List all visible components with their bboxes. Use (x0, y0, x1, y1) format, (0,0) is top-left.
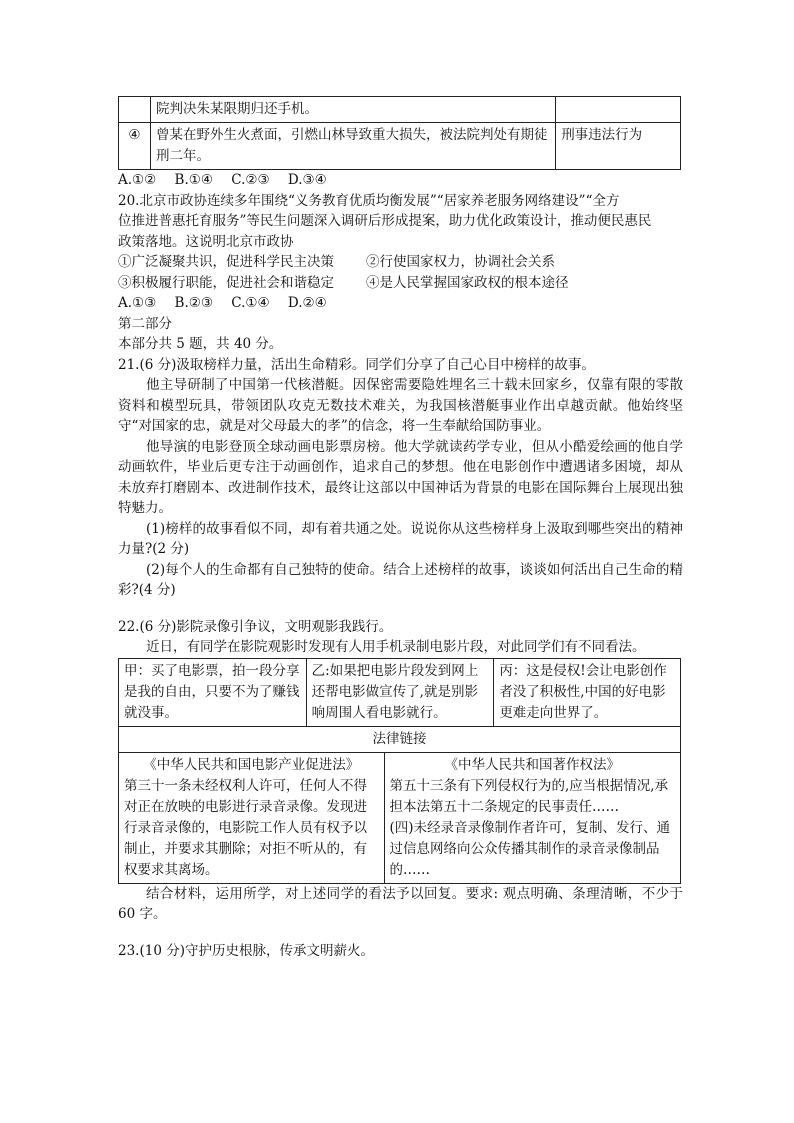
option-d: D.③④ (287, 172, 327, 188)
option-a: A.①② (118, 172, 157, 188)
table-row (119, 123, 681, 170)
law-table (118, 726, 681, 884)
q20-statements (118, 252, 683, 293)
law-header: 法律链接 (119, 726, 681, 752)
question-20 (118, 191, 683, 314)
law-right-title: 《中华人民共和国著作权法》 (444, 756, 620, 773)
opinion-yi: 乙:如果把电影片段发到网上还帮电影做宣传了,就是别影响周围人看电影就行。 (306, 658, 494, 726)
table-row (119, 97, 681, 123)
law-right-cell (384, 752, 680, 883)
question-21 (118, 355, 683, 601)
option-b: B.②③ (174, 295, 213, 311)
case-number (119, 97, 151, 123)
law-right-text-1: 第五十三条有下列侵权行为的,应当根据情况,承担本法第五十二条规定的民事责任…… (389, 777, 669, 815)
option-a: A.①③ (118, 295, 157, 311)
option-d: D.②④ (287, 295, 327, 311)
q21-paragraph-2: 他导演的电影登顶全球动画电影票房榜。他大学就读药学专业，但从小酷爱绘画的他自学动画软件，毕业后更专注于动画创作，追求自己的梦想。他在电影创作中遭遇诸多困境，却从未放弃打磨剧本、改进制作技术，最终让这部以中国神话为背景的电影在国际舞台上展现出独特魅力。 (118, 438, 683, 516)
law-left-text: 第三十一条未经权利人许可，任何人不得对正在放映的电影进行录音录像。发现进行录音录像的，电影院工作人员有权予以制止，并要求其删除；对拒不听从的，有权要求其离场。 (124, 777, 367, 878)
opinion-table (118, 658, 681, 727)
page-content (118, 96, 683, 961)
q20-options (118, 293, 683, 314)
table-row (119, 752, 681, 883)
law-right-text-2: (四)未经录音录像制作者许可，复制、发行、通过信息网络向公众传播其制作的录音录像制品的…… (389, 819, 671, 878)
statement-2: ②行使国家权力，协调社会关系 (366, 254, 555, 270)
table-row (119, 726, 681, 752)
q22-requirement: 结合材料，运用所学，对上述同学的看法予以回复。要求: 观点明确、条理清晰，不少于 60 字。 (118, 885, 683, 922)
q21-stem: 21.(6 分)汲取榜样力量，活出生命精彩。同学们分享了自己心目中榜样的故事。 (118, 356, 595, 373)
table-row (119, 658, 681, 726)
opinion-jia: 甲：买了电影票，拍一段分享是我的自由，只要不为了赚钱就没事。 (119, 658, 307, 726)
option-c: C.①④ (231, 295, 270, 311)
option-b: B.①④ (174, 172, 213, 188)
q23-stem: 23.(10 分)守护历史根脉，传承文明薪火。 (118, 942, 374, 959)
statement-4: ④是人民掌握国家政权的根本途径 (366, 274, 569, 291)
part-two-desc: 本部分共 5 题，共 40 分。 (118, 336, 283, 352)
q22-stem: 22.(6 分)影院录像引争议，文明观影我践行。 (118, 618, 393, 635)
q22-intro: 近日，有同学在影院观影时发现有人用手机录制电影片段，对此同学们有不同看法。 (146, 639, 646, 655)
law-left-cell (119, 752, 385, 883)
q21-subquestion-1: (1)榜样的故事看似不同，却有着共通之处。说说你从这些榜样身上汲取到哪些突出的精神力量?(2 分) (118, 520, 683, 557)
q20-stem-line: 20.北京市政协连续多年围绕“义务教育优质均衡发展”“居家养老服务网络建设”“全方 (118, 192, 620, 209)
opinion-bing: 丙：这是侵权!会让电影创作者没了积极性,中国的好电影更难走向世界了。 (494, 658, 681, 726)
case-content: 曾某在野外生火煮面，引燃山林导致重大损失，被法院判处有期徒刑二年。 (150, 123, 555, 170)
case-table (118, 96, 681, 170)
option-c: C.②③ (231, 172, 270, 188)
case-number: ④ (119, 123, 151, 170)
statement-3: ③积极履行职能，促进社会和谐稳定 (118, 274, 334, 291)
q19-options (118, 170, 683, 191)
case-nature (556, 97, 681, 123)
q21-paragraph-1: 他主导研制了中国第一代核潜艇。因保密需要隐姓埋名三十载未回家乡，仅靠有限的零散资料和模型玩具，带领团队攻克无数技术难关，为我国核潜艇事业作出卓越贡献。他始终坚守“对国家的忠，就是对父母最大的孝”的信念，将一生奉献给国防事业。 (118, 377, 683, 434)
case-content: 院判决朱某限期归还手机。 (150, 97, 555, 123)
case-nature: 刑事违法行为 (556, 123, 681, 170)
part-two-title: 第二部分 (118, 315, 172, 332)
law-left-title: 《中华人民共和国电影产业促进法》 (143, 756, 360, 773)
q21-subquestion-2: (2)每个人的生命都有自己独特的使命。结合上述榜样的故事，谈谈如何活出自己生命的精彩?(4 分) (118, 561, 683, 598)
q20-stem-line: 位推进普惠托育服务”等民生问题深入调研后形成提案，助力优化政策设计，推动便民惠民 (118, 213, 652, 229)
question-22 (118, 617, 683, 925)
statement-1: ①广泛凝聚共识，促进科学民主决策 (118, 254, 334, 270)
q20-stem-line: 政策落地。这说明北京市政协 (118, 233, 294, 250)
